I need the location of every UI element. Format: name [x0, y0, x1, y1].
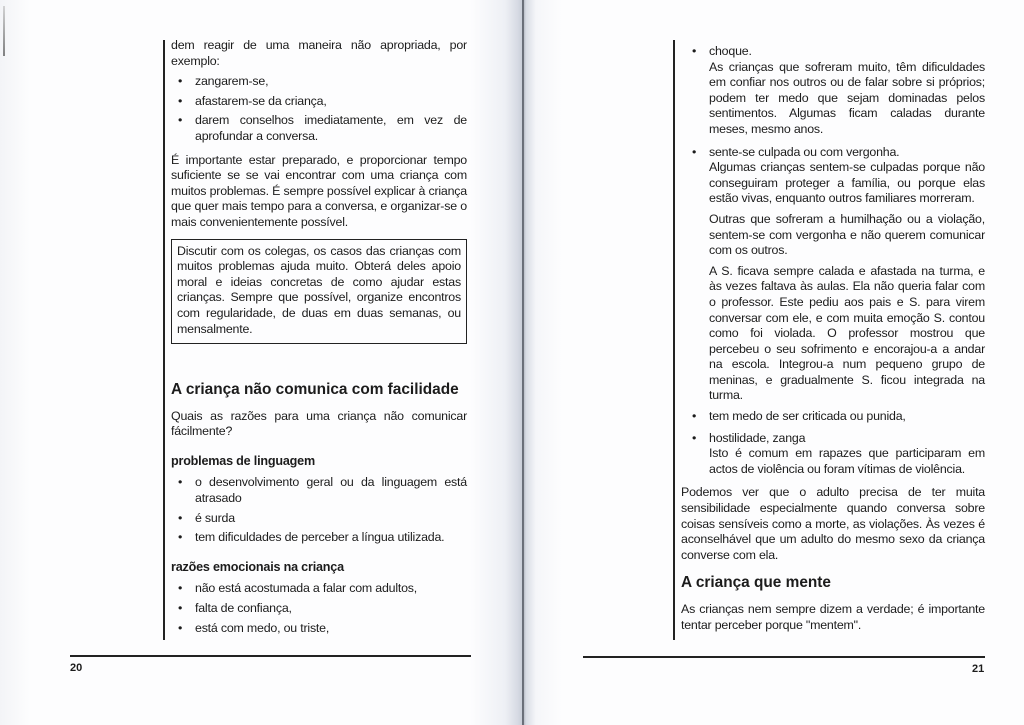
- list-item: [685, 431, 985, 478]
- left-footer-rule: [70, 655, 471, 657]
- section-question: Quais as razões para uma criança não comunicar fácilmente?: [171, 408, 467, 439]
- bullet-icon: •: [178, 113, 183, 128]
- emotional-reasons-continued-list: [685, 44, 985, 477]
- list-item: • o desenvolvimento geral ou da linguagem está atrasado: [178, 475, 467, 506]
- intro-paragraph: dem reagir de uma maneira não apropriada, por exemplo:: [171, 38, 467, 68]
- boxed-note: [171, 239, 467, 345]
- language-problems-list: [171, 475, 467, 545]
- list-item: • tem dificuldades de perceber a língua utilizada.: [178, 530, 445, 545]
- emotional-reasons-list: [171, 581, 467, 636]
- item-paragraph: Algumas crianças sentem-se culpadas porque não conseguiram proteger a família, ou porque elas estão vivas, enquanto outros familiares morreram.: [709, 160, 985, 206]
- emotional-reasons-heading: razões emocionais na criança: [171, 559, 344, 574]
- left-margin-rule: [163, 40, 165, 640]
- item-paragraph: Isto é comum em rapazes que participaram em actos de violência ou foram vítimas de violência.: [709, 446, 985, 476]
- bullet-icon: •: [692, 144, 697, 159]
- list-item: • não está acostumada a falar com adultos,: [178, 581, 418, 596]
- sensitivity-paragraph: Podemos ver que o adulto precisa de ter muita sensibilidade especialmente quando conversa sobre coisas sensíveis como a morte, as violações. Às vezes é aconselhável que um adulto do mesmo sexo da criança converse com ela.: [681, 485, 985, 562]
- section-paragraph: As crianças nem sempre dizem a verdade; é importante tentar perceber porque "mentem".: [681, 602, 985, 632]
- list-item: [685, 145, 985, 405]
- bullet-icon: •: [692, 409, 697, 424]
- book-spine: [522, 0, 524, 725]
- bullet-icon: •: [178, 601, 183, 616]
- reactions-list: [171, 74, 467, 144]
- case-story-paragraph: A S. ficava sempre calada e afastada na turma, e às vezes faltava às aulas. Ela não queria falar com o professor. Este pediu aos pais e S. para virem conversar com ele, e com muita emoção S. contou como foi violada. O professor mostrou que percebeu o seu sofrimento e encorajou-a a andar na escola. Integrou-a num pequeno grupo de meninas, e gradualmente S. ficou integrada na turma.: [709, 263, 985, 403]
- list-item: • é surda: [178, 510, 235, 525]
- section-heading-lying: A criança que mente: [681, 574, 831, 592]
- bullet-icon: •: [692, 44, 697, 58]
- item-paragraph: Outras que sofreram a humilhação ou a violação, sentem-se com vergonha e não querem comunicar com os outros.: [709, 211, 985, 258]
- bullet-icon: •: [178, 530, 183, 545]
- item-title: choque.: [709, 44, 752, 58]
- language-problems-heading: problemas de linguagem: [171, 453, 315, 468]
- list-item: • afastarem-se da criança,: [178, 93, 327, 108]
- item-title: hostilidade, zanga: [709, 430, 806, 445]
- list-item: • falta de confiança,: [178, 601, 292, 616]
- preparation-paragraph: É importante estar preparado, e proporcionar tempo suficiente se se vai encontrar com uma criança com muitos problemas. É sempre possível explicar à criança que quer mais tempo para a conversa, e organizar-se o mais convenientemente possível.: [171, 152, 467, 229]
- page-number-left: 20: [70, 662, 83, 674]
- list-item: • darem conselhos imediatamente, em vez de aprofundar a conversa.: [178, 113, 467, 143]
- item-paragraph: As crianças que sofreram muito, têm dificuldades em confiar nos outros ou de falar sobre si próprios; podem ter medo que sejam dominadas pelos sentimentos. Algumas ficam caladas durante meses, mesmo anos.: [709, 59, 985, 136]
- list-item: • zangarem-se,: [178, 74, 269, 89]
- list-item: [685, 409, 985, 425]
- list-item: • está com medo, ou triste,: [178, 620, 330, 635]
- boxed-note-text: Discutir com os colegas, os casos das crianças com muitos problemas ajuda muito. Obterá deles apoio moral e ideias concretas de como ajudar estas crianças. Sempre que possível, organize encontros com regularidade, de duas em duas semanas, ou mensalmente.: [177, 243, 461, 336]
- right-footer-rule: [583, 656, 985, 658]
- bullet-icon: •: [692, 430, 697, 445]
- bullet-icon: •: [178, 581, 183, 596]
- bullet-icon: •: [178, 93, 183, 108]
- page-number-right: 21: [972, 663, 985, 675]
- section-heading-communication: A criança não comunica com facilidade: [171, 381, 459, 399]
- bullet-icon: •: [178, 620, 183, 635]
- bullet-icon: •: [178, 74, 183, 89]
- right-column: [681, 44, 985, 641]
- bullet-icon: •: [178, 510, 183, 525]
- bullet-icon: •: [178, 475, 183, 490]
- item-title: tem medo de ser criticada ou punida,: [709, 409, 906, 424]
- list-item: [685, 44, 985, 138]
- page-edge-shadow: [3, 6, 5, 56]
- left-column: [171, 38, 467, 644]
- item-title: sente-se culpada ou com vergonha.: [709, 144, 900, 159]
- right-margin-rule: [673, 40, 675, 640]
